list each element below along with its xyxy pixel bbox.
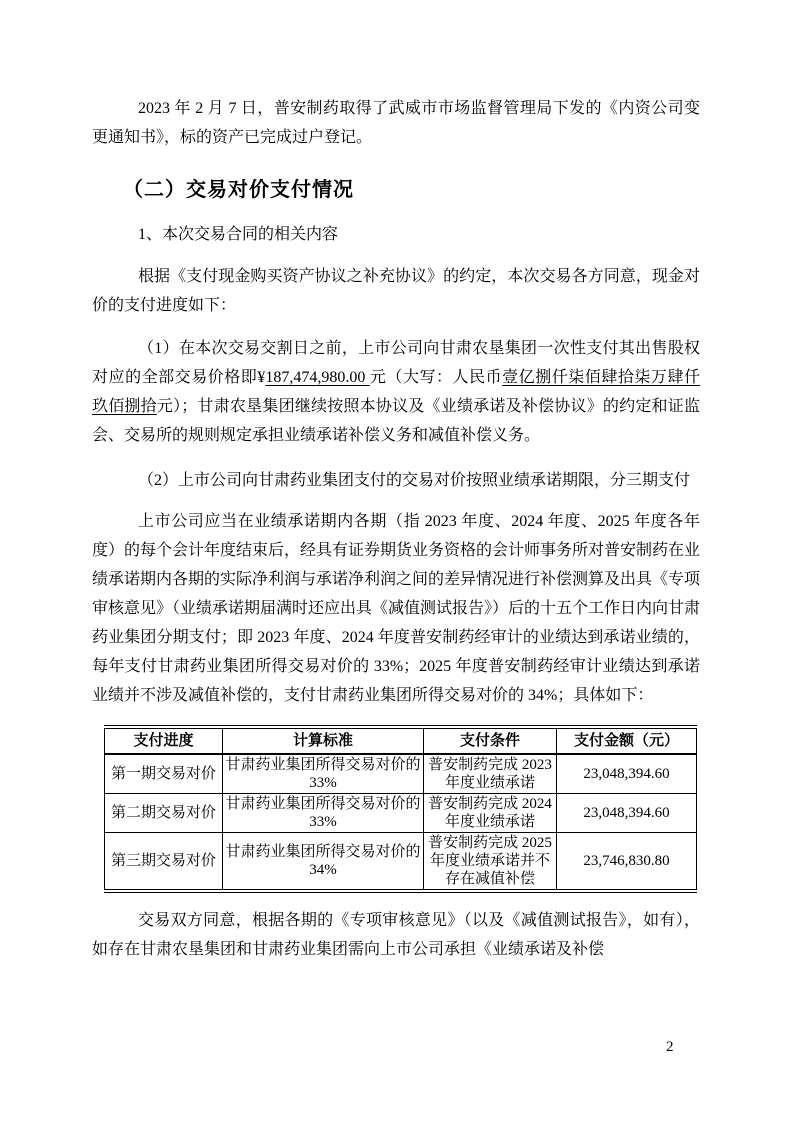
paragraph-three-installments: （2）上市公司向甘肃药业集团支付的交易对价按照业绩承诺期限，分三期支付 (138, 472, 691, 489)
table-header-calc-standard: 计算标准 (223, 727, 424, 754)
section-heading-payment-status: （二）交易对价支付情况 (123, 179, 354, 201)
table-cell-stage: 第一期交易对价 (105, 754, 223, 794)
table-row-third-installment (105, 833, 697, 892)
table-header-payment-stage: 支付进度 (105, 727, 223, 754)
payment-text-tail: 元）；甘肃农垦集团继续按照本协议及《业绩承诺及补偿协议》的约定和证监会、交易所的规则规定承担业绩承诺补偿义务和减值补偿义务。 (92, 398, 700, 444)
table-cell-condition: 普安制药完成 2025 年度业绩承诺并不存在减值补偿 (424, 833, 557, 892)
table-cell-amount: 23,048,394.60 (557, 794, 697, 833)
paragraph-payment-schedule-intro: 根据《支付现金购买资产协议之补充协议》的约定，本次交易各方同意，现金对价的支付进度如下： (92, 268, 700, 314)
paragraph-first-lump-payment (92, 334, 700, 450)
table-cell-standard: 甘肃药业集团所得交易对价的34% (223, 833, 424, 892)
payment-text-lead: （1）在本次交易交割日之前，上市公司向甘肃农垦集团一次性支付其出售股权对应的全部交易价格即¥ (92, 340, 700, 386)
table-cell-stage: 第三期交易对价 (105, 833, 223, 892)
table-cell-standard: 甘肃药业集团所得交易对价的33% (223, 754, 424, 794)
table-cell-amount: 23,048,394.60 (557, 754, 697, 794)
table-cell-condition: 普安制药完成 2024 年度业绩承诺 (424, 794, 557, 833)
paragraph-special-audit-opinion: 交易双方同意，根据各期的《专项审核意见》（以及《减值测试报告》，如有），如存在甘肃农垦集团和甘肃药业集团需向上市公司承担《业绩承诺及补偿 (92, 912, 700, 958)
amount-digits-underlined: 187,474,980.00 (265, 369, 370, 386)
payment-text-mid: 元（大写：人民币 (369, 369, 503, 386)
table-header-payment-condition: 支付条件 (424, 727, 557, 754)
table-row-second-installment (105, 794, 697, 833)
table-row-first-installment (105, 754, 697, 794)
table-cell-stage: 第二期交易对价 (105, 794, 223, 833)
table-cell-standard: 甘肃药业集团所得交易对价的33% (223, 794, 424, 833)
amount-words-underlined: 壹亿捌仟柒佰肆拾柒万肆仟玖佰捌拾 (92, 369, 700, 415)
table-header-row (105, 727, 697, 754)
payment-schedule-table (104, 725, 697, 893)
paragraph-registration-complete: 2023 年 2 月 7 日，普安制药取得了武威市市场监督管理局下发的《内资公司变更通知书》，标的资产已完成过户登记。 (92, 100, 700, 146)
table-cell-amount: 23,746,830.80 (557, 833, 697, 892)
table-cell-condition: 普安制药完成 2023 年度业绩承诺 (424, 754, 557, 794)
paragraph-performance-commitment-terms: 上市公司应当在业绩承诺期内各期（指 2023 年度、2024 年度、2025 年度各年度）的每个会计年度结束后，经具有证券期货业务资格的会计师事务所对普安制药在业绩承诺期内各期的实际净利润与承诺净利润之间的差异情况进行补偿测算及出具《专项审核意见》（业绩承诺期届满时还应出具《减值测试报告》）后的十五个工作日内向甘肃药业集团分期支付；即 2023 年度、2024 年度普安制药经审计的业绩达到承诺业绩的，每年支付甘肃药业集团所得交易对价的 33%；2025 年度普安制药经审计业绩达到承诺业绩并不涉及减值补偿的，支付甘肃药业集团所得交易对价的 34%；具体如下： (92, 513, 701, 704)
page-number: 2 (666, 1039, 674, 1055)
list-item-contract-content: 1、本次交易合同的相关内容 (138, 226, 339, 243)
table-header-payment-amount: 支付金额（元） (557, 727, 697, 754)
